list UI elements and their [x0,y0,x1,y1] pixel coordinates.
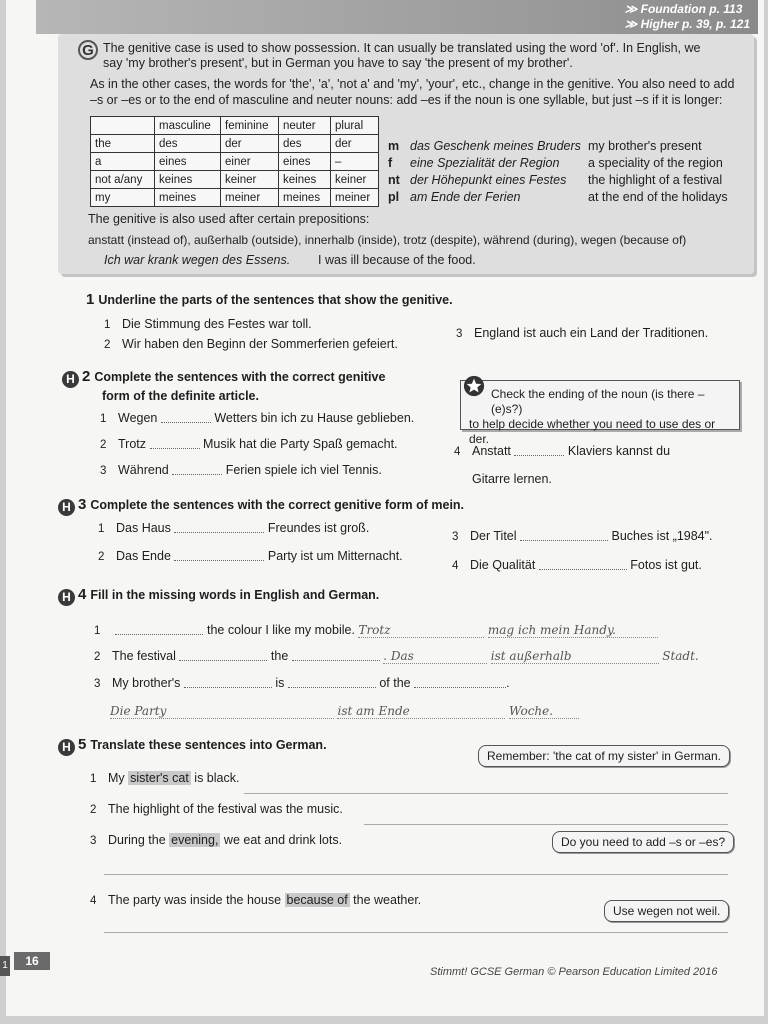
exercise-1-title [86,291,453,308]
higher-reference: ≫ Higher p. 39, p. 121 [624,17,750,31]
exercise-4-title [58,586,379,606]
handwritten-answer[interactable]: ist am Ende [337,704,505,719]
table-header-cell: feminine [221,117,279,135]
item-sentence[interactable]: England ist auch ein Land der Traditionen. [474,326,709,340]
header-band [36,0,758,34]
item-suffix: Wetters bin ich zu Hause geblieben. [214,411,415,425]
foundation-reference: ≫ Foundation p. 113 [624,2,743,16]
grammar-intro-3: As in the other cases, the words for 'the', 'a', 'not a' and 'my', 'your', etc., change in the genitive. You also need to add [90,77,735,91]
example-english: my brother's present [588,139,702,153]
copyright-footer: Stimmt! GCSE German © Pearson Education Limited 2016 [430,966,718,978]
sentence-text: The party was inside the house [108,893,282,907]
wegen-tip: Use wegen not weil. [604,900,729,922]
example-key: nt [388,173,400,187]
answer-blank[interactable] [174,521,264,533]
tip-line-1: Check the ending of the noun (is there –(e)s?) [491,387,705,416]
answer-blank[interactable] [161,411,211,423]
page-number: 16 [14,952,50,970]
table-cell: meines [155,189,221,207]
sentence-text: The highlight of the festival was the music. [108,802,343,816]
item-suffix: Freundes ist groß. [267,521,370,535]
item-prefix: Anstatt [472,444,511,458]
item-number: 3 [452,531,459,543]
table-cell: keiner [331,171,379,189]
table-header-cell: masculine [155,117,221,135]
example-english: at the end of the holidays [588,190,728,204]
exercise-number: 4 [78,586,87,603]
line-text: the [270,649,289,663]
answer-blank[interactable] [514,444,564,456]
table-cell: keines [279,171,331,189]
star-icon [463,375,485,397]
exercise-2-item-2 [100,437,398,451]
table-cell: meiner [221,189,279,207]
tip-box [460,380,740,446]
handwritten-answer[interactable]: Woche. [509,704,579,719]
item-number: 1 [100,413,107,425]
handwritten-answer[interactable]: . Das [383,649,487,664]
highlighted-phrase: evening, [171,833,219,847]
exercise-instruction-1: Complete the sentences with the correct genitive [94,370,386,384]
item-number: 1 [104,319,111,331]
exercise-3-item-3 [452,529,713,543]
item-suffix: Party ist um Mitternacht. [267,549,403,563]
handwritten-answer[interactable]: Stadt. [662,649,699,663]
item-number: 2 [104,339,111,351]
prepositions-list: anstatt (instead of), außerhalb (outside), innerhalb (inside), trotz (despite), während (during), wegen (because of) [88,233,687,247]
example-key: pl [388,190,400,204]
item-number: 3 [94,678,101,690]
exercise-4-line-4 [110,704,579,719]
exercise-number: 3 [78,496,87,513]
sentence-text: My [108,771,125,785]
answer-blank[interactable] [115,623,203,635]
sentence-text: is black. [194,771,240,785]
exercise-2-item-4 [454,444,670,458]
exercise-2-item-3 [100,463,382,477]
exercise-number: 5 [78,736,87,753]
exercise-instruction: Fill in the missing words in English and German. [90,588,380,602]
item-number: 4 [452,560,459,572]
table-cell: einer [221,153,279,171]
example-english: the highlight of a festival [588,173,723,187]
answer-blank[interactable] [414,676,506,688]
item-prefix: Der Titel [470,529,517,543]
table-cell: my [91,189,155,207]
item-suffix: Klaviers kannst du [567,444,671,458]
table-cell: der [221,135,279,153]
exercise-3-title [58,496,464,516]
table-cell: – [331,153,379,171]
higher-badge: H [58,499,75,516]
line-text: The festival [112,649,176,663]
example-german: das Geschenk meines Bruders [410,139,581,153]
table-cell: eines [279,153,331,171]
answer-blank[interactable] [174,549,264,561]
item-number: 4 [90,895,97,907]
grammar-badge: G [78,40,98,60]
item-number: 2 [98,551,105,563]
exercise-3-item-1 [98,521,369,535]
answer-blank[interactable] [520,529,608,541]
answer-line[interactable] [364,824,728,825]
sentence-text: the weather. [353,893,422,907]
exercise-instruction: Translate these sentences into German. [90,738,327,752]
example-english-sentence: I was ill because of the food. [318,253,476,267]
table-cell: keines [155,171,221,189]
ending-tip: Do you need to add –s or –es? [552,831,734,853]
example-german: eine Spezialität der Region [410,156,560,170]
answer-blank[interactable] [288,676,376,688]
answer-blank[interactable] [150,437,200,449]
answer-line[interactable] [244,793,728,794]
table-cell: keiner [221,171,279,189]
table-row [91,153,379,171]
page-references [625,2,750,32]
line-text: the colour I like my mobile. [206,623,355,637]
exercise-2-item-4-cont: Gitarre lernen. [472,472,552,486]
exercise-number: 2 [82,368,91,385]
example-feminine [388,155,723,171]
grammar-intro-1: The genitive case is used to show possession. It can usually be translated using the word 'of'. In English, we [103,41,701,55]
table-cell: eines [155,153,221,171]
example-neuter [388,172,722,188]
highlighted-phrase: sister's cat [130,771,189,785]
chapter-tab: 1 [0,956,10,976]
tip-line-2: to help decide whether you need to use des or der. [469,417,716,446]
example-masculine [388,138,702,154]
item-number: 1 [94,625,101,637]
exercise-instruction-2: form of the definite article. [102,389,259,403]
item-number: 3 [456,328,463,340]
item-suffix: Fotos ist gut. [630,558,702,572]
table-cell: a [91,153,155,171]
table-cell: der [331,135,379,153]
item-prefix: Die Qualität [470,558,536,572]
exercise-1-item-2 [104,337,398,351]
table-header-row [91,117,379,135]
example-key: f [388,156,393,170]
higher-badge: H [62,371,79,388]
exercise-5-sentence-3 [90,833,342,847]
example-english: a speciality of the region [588,156,723,170]
item-number: 2 [90,804,97,816]
exercise-4-line-2 [94,649,699,664]
genitive-table [90,116,379,207]
highlighted-phrase: because of [286,893,348,907]
prepositions-intro: The genitive is also used after certain prepositions: [88,212,370,226]
exercise-instruction: Complete the sentences with the correct genitive form of mein. [90,498,465,512]
item-suffix: Musik hat die Party Spaß gemacht. [202,437,398,451]
exercise-2-title [62,369,385,404]
line-text: of the [379,676,411,690]
handwritten-answer[interactable]: Trotz [358,623,484,638]
item-sentence[interactable]: Die Stimmung des Festes war toll. [122,317,312,331]
answer-blank[interactable] [292,649,380,661]
exercise-5-sentence-1 [90,771,239,785]
grammar-intro-4: –s or –es or to the end of masculine and neuter nouns: add –es if the noun is one syllable, but just –s if it is longer: [90,93,723,107]
example-german-sentence: Ich war krank wegen des Essens. [104,253,291,267]
handwritten-answer[interactable]: ist außerhalb [491,649,659,664]
answer-blank[interactable] [184,676,272,688]
table-row [91,171,379,189]
line-text: is [275,676,285,690]
example-german: der Höhepunkt eines Festes [410,173,567,187]
item-number: 1 [98,523,105,535]
answer-blank[interactable] [172,463,222,475]
table-cell: the [91,135,155,153]
exercise-1-item-1 [104,317,312,331]
table-header-cell [91,117,155,135]
exercise-1-item-3 [456,326,708,340]
sentence-text: we eat and drink lots. [223,833,343,847]
item-prefix: Während [118,463,169,477]
line-text: My brother's [112,676,181,690]
answer-blank[interactable] [179,649,267,661]
item-sentence[interactable]: Wir haben den Beginn der Sommerferien gefeiert. [122,337,398,351]
handwritten-answer[interactable]: Die Party [110,704,334,719]
remember-tip: Remember: 'the cat of my sister' in German. [478,745,730,767]
item-number: 1 [90,773,97,785]
table-row [91,135,379,153]
table-cell: des [279,135,331,153]
exercise-number: 1 [86,291,95,308]
exercise-5-sentence-4 [90,893,421,907]
item-number: 2 [100,439,107,451]
exercise-5-sentence-2 [90,802,343,816]
exercise-5-title [58,736,327,756]
exercise-3-item-4 [452,558,702,572]
exercise-2-item-1 [100,411,414,425]
example-plural [388,189,728,205]
table-cell: des [155,135,221,153]
exercise-instruction: Underline the parts of the sentences that show the genitive. [98,293,453,307]
item-number: 3 [90,835,97,847]
exercise-3-item-2 [98,549,403,563]
exercise-4-line-1 [94,623,658,638]
answer-line[interactable] [104,874,728,875]
table-header-cell: plural [331,117,379,135]
item-prefix: Das Haus [116,521,171,535]
item-number: 2 [94,651,101,663]
table-cell: meiner [331,189,379,207]
item-prefix: Trotz [118,437,147,451]
example-key: m [388,139,400,153]
higher-badge: H [58,589,75,606]
item-prefix: Das Ende [116,549,171,563]
item-number: 4 [454,446,461,458]
answer-line[interactable] [104,932,728,933]
item-number: 3 [100,465,107,477]
answer-blank[interactable] [539,558,627,570]
grammar-intro-2: say 'my brother's present', but in German you have to say 'the present of my brother'. [103,56,573,70]
higher-badge: H [58,739,75,756]
sentence-text: During the [108,833,166,847]
table-header-cell: neuter [279,117,331,135]
item-prefix: Wegen [118,411,158,425]
table-row [91,189,379,207]
table-cell: meines [279,189,331,207]
exercise-4-line-3: 3 My brother's is of the . [94,676,510,690]
item-suffix: Buches ist „1984". [611,529,713,543]
table-cell: not a/any [91,171,155,189]
example-german: am Ende der Ferien [410,190,521,204]
handwritten-answer[interactable]: mag ich mein Handy. [488,623,658,638]
item-suffix: Ferien spiele ich viel Tennis. [225,463,382,477]
